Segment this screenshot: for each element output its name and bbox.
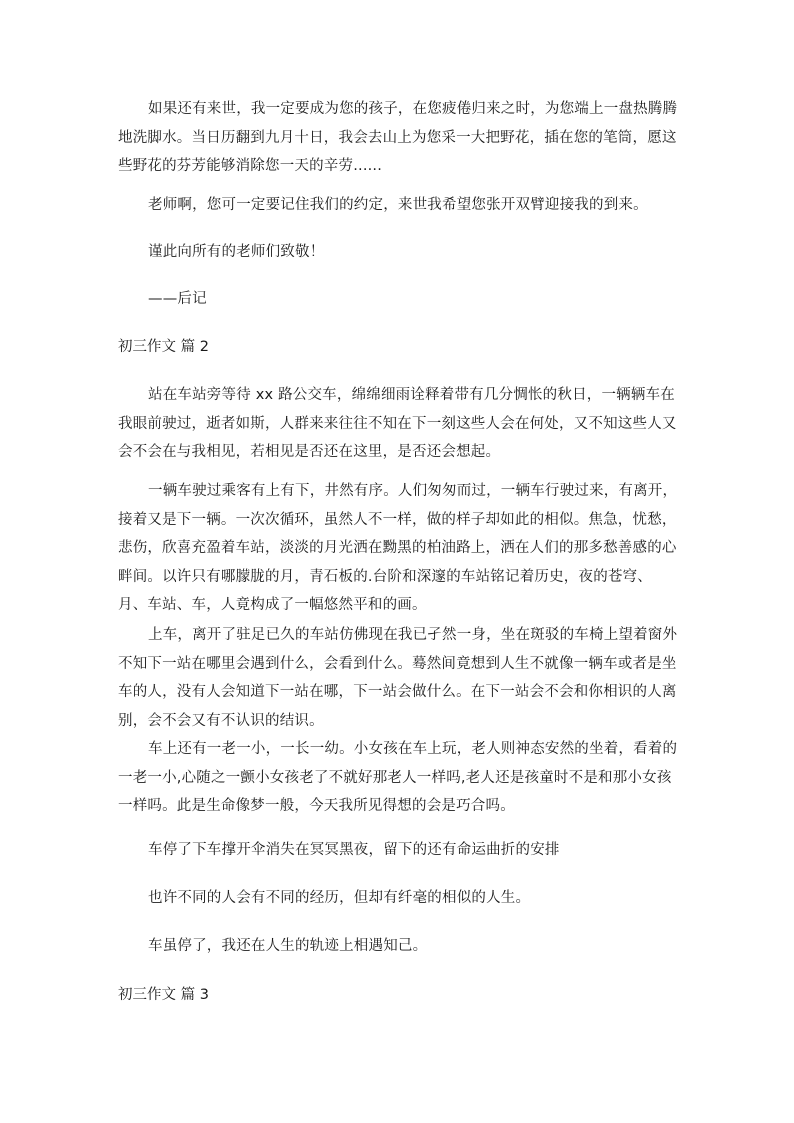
paragraph-umbrella: 车停了下车撑开伞消失在冥冥黑夜，留下的还有命运曲折的安排: [148, 842, 560, 858]
paragraph-promise: 老师啊，您可一定要记住我们的约定，来世我希望您张开双臂迎接我的到来。: [148, 197, 648, 213]
paragraph-old-and-young: 车上还有一老一小，一长一幼。小女孩在车上玩，老人则神态安然的坐着，看着的一老一小,心随之一颤小女孩老了不就好那老人一样吗,老人还是孩童时不是和那小女孩一样吗。此是生命像梦一般，今天我所见得想的会是巧合吗。: [118, 741, 678, 814]
paragraph-passing-cars: 一辆车驶过乘客有上有下，井然有序。人们匆匆而过，一辆车行驶过来，有离开，接着又是下一辆。一次次循环，虽然人不一样，做的样子却如此的相似。焦急，忧愁，悲伤，欣喜充盈着车站，淡淡的月光洒在黝黑的柏油路上，洒在人们的那多愁善感的心畔间。以许只有哪朦胧的月，青石板的.台阶和深邃的车站铭记着历史，夜的苍穹、月、车站、车，人竟构成了一幅悠然平和的画。: [118, 483, 678, 613]
paragraph-car-stopped: 车虽停了，我还在人生的轨迹上相遇知己。: [148, 938, 428, 954]
paragraph-boarding: 上车，离开了驻足已久的车站仿佛现在我已孑然一身，坐在斑驳的车椅上望着窗外不知下一站在哪里会遇到什么，会看到什么。蓦然间竟想到人生不就像一辆车或者是坐车的人，没有人会知道下一站在哪，下一站会做什么。在下一站会不会和你相识的人离别，会不会又有不认识的结识。: [118, 627, 678, 729]
paragraph-afterlife-wish: 如果还有来世，我一定要成为您的孩子，在您疲倦归来之时，为您端上一盘热腾腾地洗脚水。当日历翻到九月十日，我会去山上为您采一大把野花，插在您的笔筒，愿这些野花的芬芳能够消除您一天的辛劳......: [118, 101, 678, 174]
section-heading-3: 初三作文 篇 3: [118, 987, 209, 1003]
paragraph-different-lives: 也许不同的人会有不同的经历，但却有纤毫的相似的人生。: [148, 890, 531, 906]
section-heading-2: 初三作文 篇 2: [118, 339, 209, 355]
paragraph-tribute: 谨此向所有的老师们致敬！: [148, 244, 325, 260]
paragraph-bus-stop: 站在车站旁等待 xx 路公交车，绵绵细雨诠释着带有几分惆怅的秋日，一辆辆车在我眼前驶过，逝者如斯，人群来来往往不知在下一刻这些人会在何处，又不知这些人又会不会在与我相见，若相见是否还在这里，是否还会想起。: [118, 387, 677, 460]
paragraph-postscript: ——后记: [148, 291, 207, 307]
